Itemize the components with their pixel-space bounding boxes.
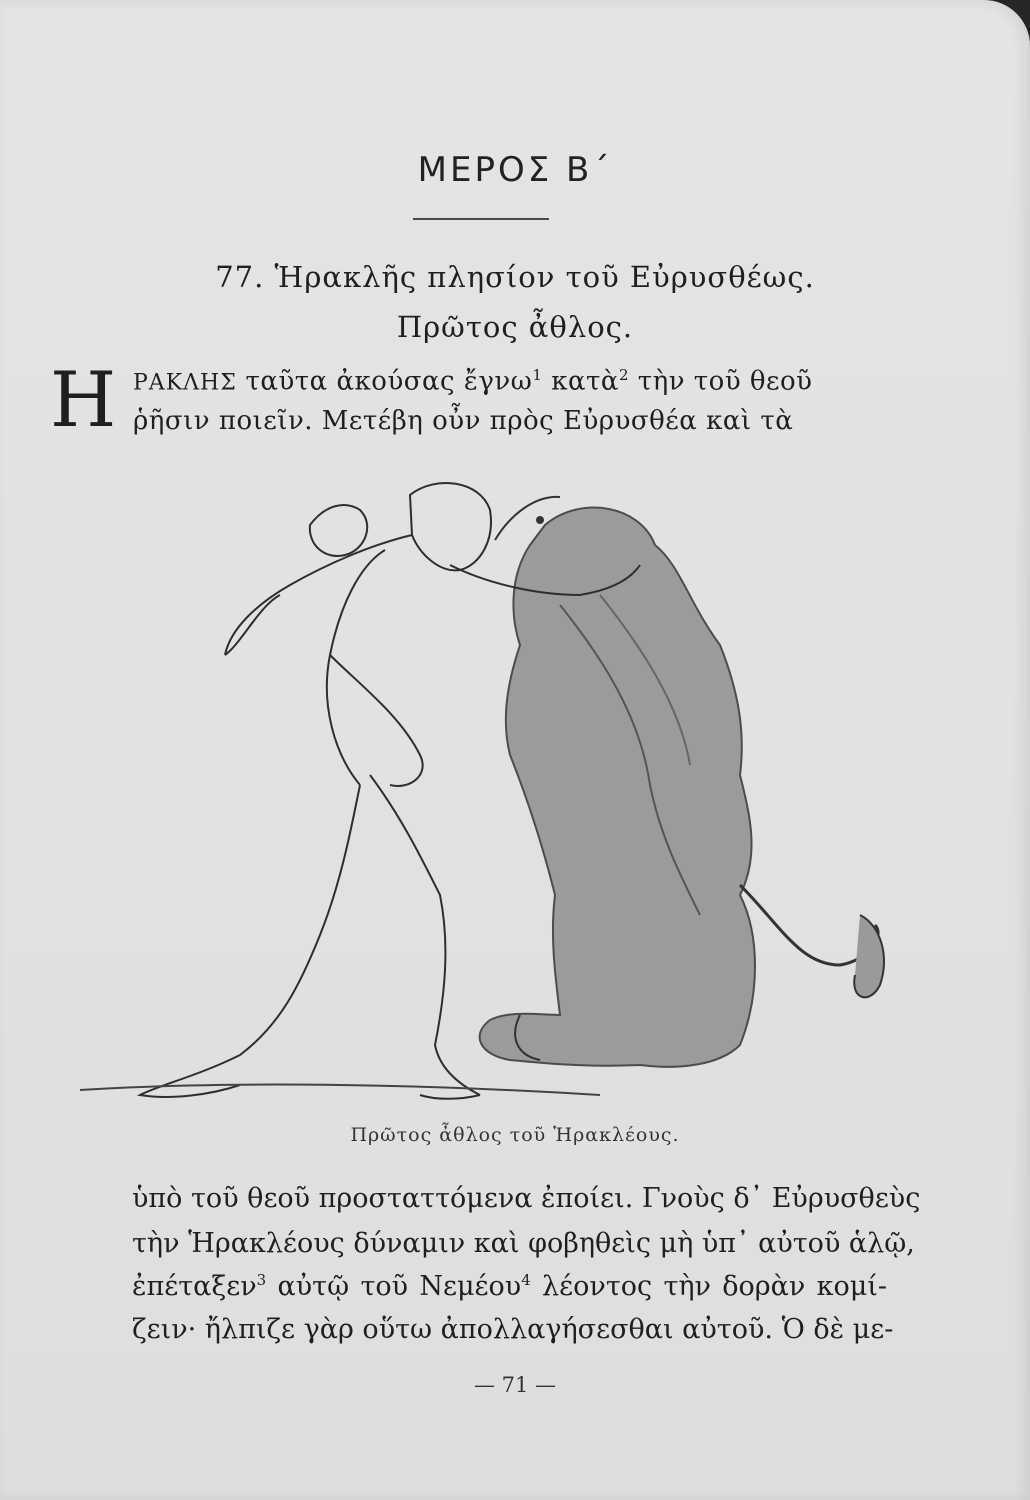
heading-rule xyxy=(413,218,549,220)
footnote-marker-2: 2 xyxy=(618,366,629,384)
body-text-c: λέοντος τὴν δορὰν κομί- xyxy=(530,1271,888,1302)
lesson-title-text: Ἡρακλῆς πλησίον τοῦ Εὐρυσθέως. xyxy=(274,260,815,294)
body-text-b: αὐτῷ τοῦ Νεμέου xyxy=(266,1271,522,1302)
body-line-2: τὴν Ἡρακλέους δύναμιν καὶ φοβηθεὶς μὴ ὑπ᾽ αὐτοῦ ἁλῷ, xyxy=(132,1228,915,1259)
lesson-number: 77. xyxy=(215,260,265,294)
intro-line-1 xyxy=(133,366,813,397)
footnote-marker-1: 1 xyxy=(532,366,543,384)
body-line-1: ὑπὸ τοῦ θεοῦ προσταττόμενα ἐποίει. Γνοὺς δ᾽ Εὐρυσθεὺς xyxy=(132,1183,921,1214)
footnote-marker-4: 4 xyxy=(521,1271,531,1289)
body-line-3 xyxy=(132,1271,887,1302)
intro-text-a: ταῦτα ἀκούσας ἔγνω xyxy=(236,366,533,397)
intro-caps: ΡΑΚΛΗΣ xyxy=(133,370,237,396)
lesson-subtitle: Πρῶτος ἆθλος. xyxy=(396,310,634,344)
figure-caption: Πρῶτος ἆθλος τοῦ Ἡρακλέους. xyxy=(350,1124,680,1146)
intro-line-2: ῥῆσιν ποιεῖν. Μετέβη οὖν πρὸς Εὐρυσθέα καὶ τὰ xyxy=(133,406,794,436)
footnote-marker-3: 3 xyxy=(256,1271,267,1289)
lion-figure xyxy=(480,497,884,1067)
ground-line xyxy=(80,1085,600,1095)
lesson-title xyxy=(0,260,1030,294)
intro-text-b: κατὰ xyxy=(542,366,619,397)
part-heading: ΜΕΡΟΣ Β΄ xyxy=(417,150,613,190)
drop-cap: Η xyxy=(50,355,117,444)
heracles-lion-illustration xyxy=(40,455,970,1115)
page-number: — 71 — xyxy=(473,1373,557,1397)
intro-text-c: τὴν τοῦ θεοῦ xyxy=(629,366,813,397)
body-line-4: ζειν· ἤλπιζε γὰρ οὕτω ἀπολλαγήσεσθαι αὐτοῦ. Ὁ δὲ με- xyxy=(132,1314,894,1345)
body-text-a: ἐπέταξεν xyxy=(132,1271,257,1302)
